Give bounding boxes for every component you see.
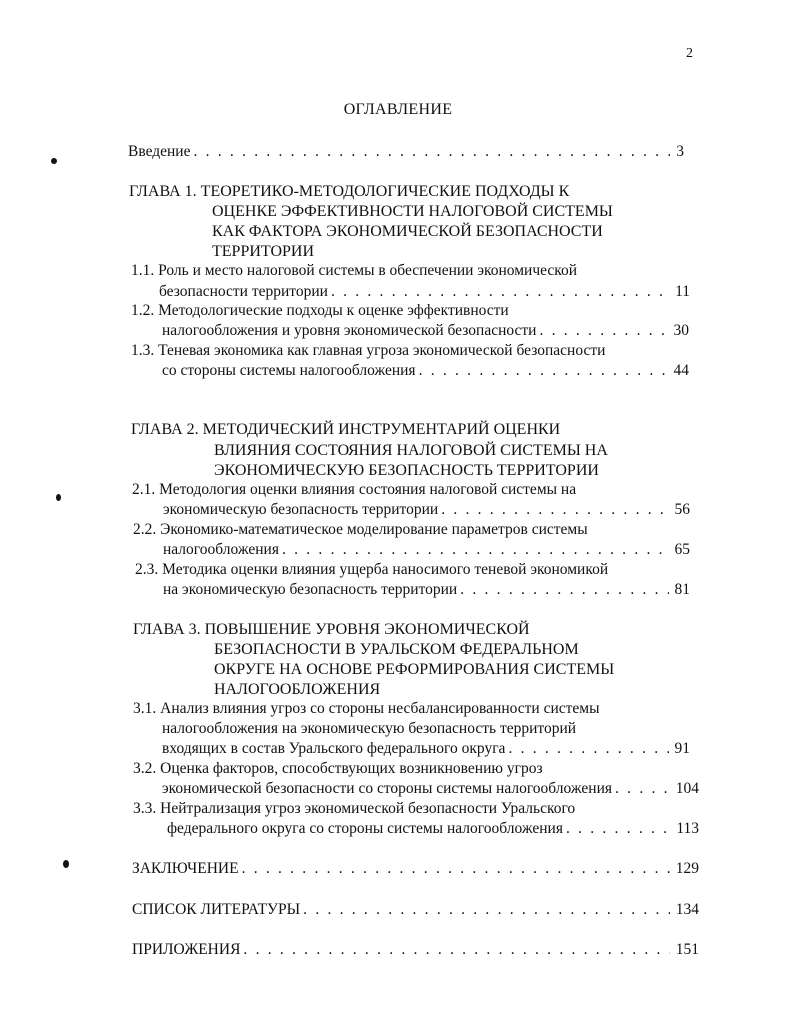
toc-entry-page: 151 bbox=[675, 941, 699, 958]
scan-speck bbox=[56, 494, 61, 501]
section-title: 1.1. Роль и место налоговой системы в обеспечении экономической bbox=[131, 262, 578, 279]
toc-entry-label: входящих в состав Уральского федерального округа bbox=[162, 740, 506, 757]
toc-entry bbox=[163, 541, 690, 559]
toc-entry-page: 129 bbox=[675, 860, 699, 877]
dot-leader bbox=[460, 581, 668, 599]
toc-entry-label: экономической безопасности со стороны системы налогообложения bbox=[162, 780, 613, 797]
page-number: 2 bbox=[686, 46, 693, 61]
toc-entry-page: 134 bbox=[675, 901, 699, 918]
dot-leader bbox=[508, 740, 668, 758]
toc-entry-label: безопасности территории bbox=[159, 283, 328, 300]
page-title: ОГЛАВЛЕНИЕ bbox=[343, 101, 453, 118]
dot-leader bbox=[441, 501, 668, 519]
toc-entry-intro bbox=[128, 143, 684, 161]
chapter-heading-line: КАК ФАКТОРА ЭКОНОМИЧЕСКОЙ БЕЗОПАСНОСТИ bbox=[212, 223, 603, 240]
dot-leader bbox=[539, 322, 667, 340]
toc-entry bbox=[162, 322, 689, 340]
toc-entry bbox=[162, 362, 689, 380]
toc-entry bbox=[162, 780, 699, 798]
scan-speck bbox=[63, 860, 69, 868]
chapter-heading: ГЛАВА 3. ПОВЫШЕНИЕ УРОВНЯ ЭКОНОМИЧЕСКОЙ bbox=[133, 621, 530, 638]
chapter-heading-line: ОКРУГЕ НА ОСНОВЕ РЕФОРМИРОВАНИЯ СИСТЕМЫ bbox=[214, 661, 615, 678]
toc-entry-page: 81 bbox=[674, 581, 690, 598]
section-title: 1.3. Теневая экономика как главная угроза экономической безопасности bbox=[131, 342, 606, 359]
toc-entry bbox=[159, 283, 690, 301]
toc-entry-conclusion bbox=[132, 860, 699, 878]
toc-entry-page: 56 bbox=[674, 501, 690, 518]
section-title: 2.2. Экономико-математическое моделирование параметров системы bbox=[133, 521, 588, 538]
toc-entry-label: налогообложения и уровня экономической безопасности bbox=[162, 322, 537, 339]
toc-entry-page: 104 bbox=[675, 780, 699, 797]
chapter-heading-line: ТЕРРИТОРИИ bbox=[212, 243, 315, 260]
toc-entry-page: 44 bbox=[673, 362, 689, 379]
section-title-line: налогообложения на экономическую безопасность территорий bbox=[162, 720, 577, 737]
toc-entry-appendices bbox=[132, 941, 699, 959]
section-title: 3.3. Нейтрализация угроз экономической безопасности Уральского bbox=[133, 800, 576, 817]
toc-entry-label: Введение bbox=[128, 143, 191, 160]
dot-leader bbox=[243, 941, 669, 959]
toc-entry-page: 91 bbox=[674, 740, 690, 757]
section-title: 3.1. Анализ влияния угроз со стороны несбалансированности системы bbox=[133, 700, 600, 717]
toc-entry-page: 11 bbox=[675, 283, 690, 300]
dot-leader bbox=[282, 541, 669, 559]
dot-leader bbox=[193, 143, 670, 161]
toc-entry bbox=[162, 740, 690, 758]
toc-entry-label: со стороны системы налогообложения bbox=[162, 362, 416, 379]
toc-entry-label: СПИСОК ЛИТЕРАТУРЫ bbox=[132, 901, 301, 918]
toc-entry-page: 65 bbox=[674, 541, 690, 558]
toc-entry-label: ПРИЛОЖЕНИЯ bbox=[132, 941, 241, 958]
section-title: 2.1. Методология оценки влияния состояния налоговой системы на bbox=[132, 481, 577, 498]
toc-entry-page: 113 bbox=[676, 820, 699, 837]
toc-entry-label: ЗАКЛЮЧЕНИЕ bbox=[132, 860, 239, 877]
chapter-heading: ГЛАВА 2. МЕТОДИЧЕСКИЙ ИНСТРУМЕНТАРИЙ ОЦЕНКИ bbox=[131, 421, 561, 438]
section-title: 3.2. Оценка факторов, способствующих возникновению угроз bbox=[133, 760, 543, 777]
toc-entry-label: налогообложения bbox=[163, 541, 279, 558]
section-title: 2.3. Методика оценки влияния ущерба наносимого теневой экономикой bbox=[135, 561, 609, 578]
chapter-heading-line: ЭКОНОМИЧЕСКУЮ БЕЗОПАСНОСТЬ ТЕРРИТОРИИ bbox=[214, 462, 599, 479]
toc-entry-label: федерального округа со стороны системы налогообложения bbox=[167, 820, 563, 837]
dot-leader bbox=[242, 860, 670, 878]
dot-leader bbox=[331, 283, 669, 301]
toc-entry-page: 30 bbox=[673, 322, 689, 339]
dot-leader bbox=[615, 780, 670, 798]
scan-speck bbox=[51, 158, 57, 164]
toc-entry bbox=[163, 581, 690, 599]
chapter-heading-line: ВЛИЯНИЯ СОСТОЯНИЯ НАЛОГОВОЙ СИСТЕМЫ НА bbox=[214, 442, 608, 459]
chapter-heading-line: НАЛОГООБЛОЖЕНИЯ bbox=[214, 681, 381, 698]
toc-entry bbox=[167, 820, 699, 838]
toc-entry bbox=[163, 501, 690, 519]
toc-entry-label: экономическую безопасность территории bbox=[163, 501, 439, 518]
chapter-heading: ГЛАВА 1. ТЕОРЕТИКО-МЕТОДОЛОГИЧЕСКИЕ ПОДХОДЫ К bbox=[129, 183, 570, 200]
chapter-heading-line: БЕЗОПАСНОСТИ В УРАЛЬСКОМ ФЕДЕРАЛЬНОМ bbox=[214, 641, 579, 658]
toc-entry-label: на экономическую безопасность территории bbox=[163, 581, 458, 598]
dot-leader bbox=[419, 362, 668, 380]
toc-entry-page: 3 bbox=[676, 143, 684, 160]
chapter-heading-line: ОЦЕНКЕ ЭФФЕКТИВНОСТИ НАЛОГОВОЙ СИСТЕМЫ bbox=[212, 203, 613, 220]
dot-leader bbox=[303, 901, 670, 919]
dot-leader bbox=[566, 820, 670, 838]
toc-entry-bibliography bbox=[132, 901, 699, 919]
section-title: 1.2. Методологические подходы к оценке эффективности bbox=[131, 302, 509, 319]
